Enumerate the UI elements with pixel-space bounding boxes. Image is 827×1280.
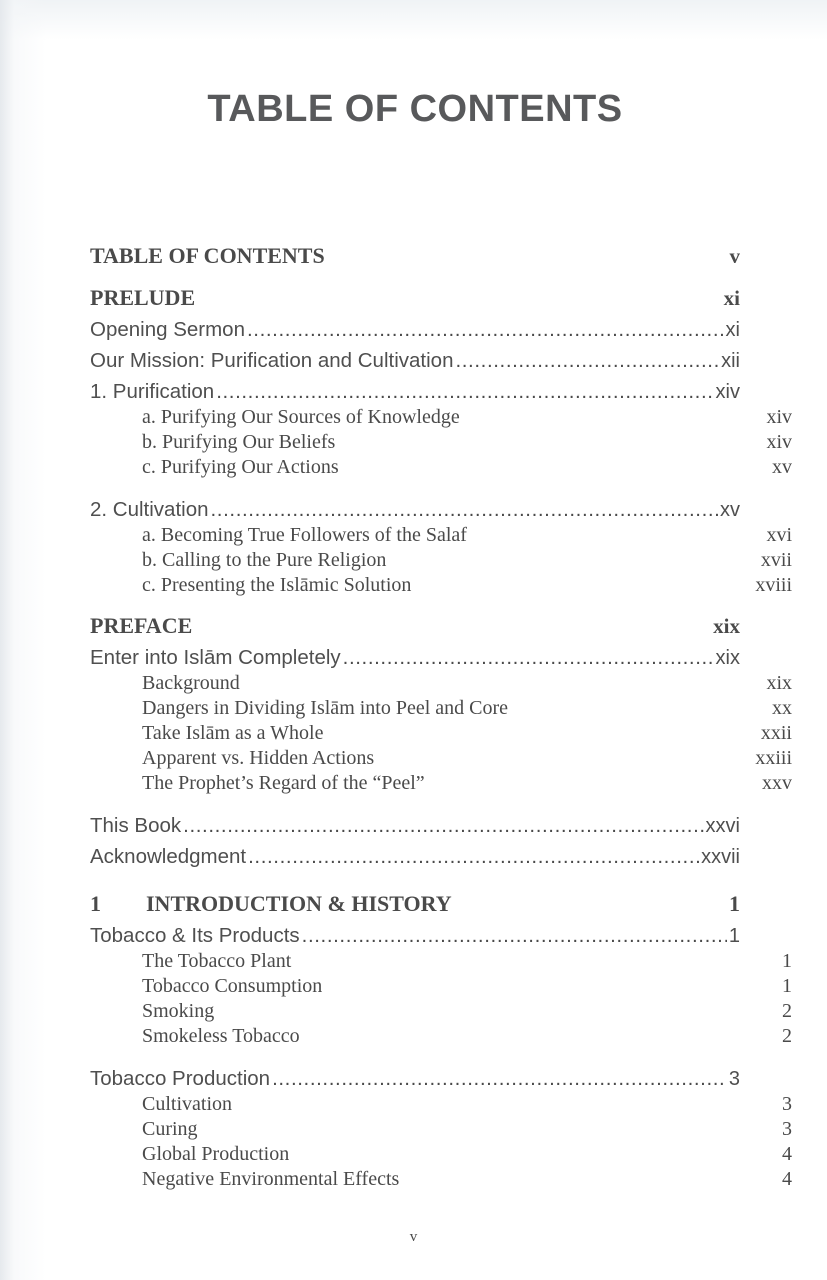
toc-entry-leader-dots xyxy=(272,1067,727,1091)
toc-entry-chapter-number: 1 xyxy=(90,891,101,916)
toc-entry-label: c. Purifying Our Actions xyxy=(142,456,339,478)
toc-entry-page-number: xxii xyxy=(760,722,792,744)
toc-entry[interactable] xyxy=(90,975,792,998)
toc-entry-page-number: xix xyxy=(715,647,740,669)
toc-entry-label: INTRODUCTION & HISTORY xyxy=(146,891,452,916)
page-title: TABLE OF CONTENTS xyxy=(207,88,623,130)
toc-entry-label: 1. Purification xyxy=(90,380,215,403)
toc-entry-leader-dots xyxy=(183,814,703,838)
toc-entry[interactable] xyxy=(90,380,740,404)
toc-entry-page-number: 1 xyxy=(782,975,792,997)
toc-entry-page-number: xix xyxy=(713,614,740,638)
toc-entry[interactable] xyxy=(90,1067,740,1091)
toc-entry-page-number: xi xyxy=(725,319,740,341)
toc-entry[interactable] xyxy=(90,1093,792,1116)
toc-entry[interactable] xyxy=(90,574,792,597)
section-spacer xyxy=(90,479,740,491)
toc-entry-page-number: xiv xyxy=(766,406,792,428)
toc-entry-page-number: xxv xyxy=(762,772,792,794)
toc-entry-label: Background xyxy=(142,672,240,694)
toc-entry-label: c. Presenting the Islāmic Solution xyxy=(142,574,412,596)
toc-entry-label: Take Islām as a Whole xyxy=(142,722,324,744)
toc-entry-leader-dots xyxy=(247,318,724,342)
toc-entry-label: Opening Sermon xyxy=(90,318,245,341)
toc-entry-page-number: xv xyxy=(772,456,792,478)
toc-entry-leader-dots xyxy=(216,380,713,404)
toc-entry-label: Acknowledgment xyxy=(90,845,247,868)
toc-entry-label: PREFACE xyxy=(90,613,193,638)
toc-entry-label: PRELUDE xyxy=(90,285,196,310)
toc-entry-page-number: xiv xyxy=(766,431,792,453)
toc-entry-page-number: 2 xyxy=(782,1000,792,1022)
toc-entry-label: TABLE OF CONTENTS xyxy=(90,243,325,268)
toc-entry[interactable] xyxy=(90,747,792,770)
toc-entry-label: The Tobacco Plant xyxy=(142,950,292,972)
toc-entry-page-number: xi xyxy=(723,286,740,310)
toc-entry-label: Apparent vs. Hidden Actions xyxy=(142,747,375,769)
toc-entry[interactable] xyxy=(90,845,740,869)
toc-entry-label: The Prophet’s Regard of the “Peel” xyxy=(142,772,425,794)
toc-entry[interactable] xyxy=(90,772,792,795)
toc-entry-page-number: xii xyxy=(721,350,740,372)
toc-entry[interactable] xyxy=(90,524,792,547)
toc-entry-page-number: 1 xyxy=(782,950,792,972)
toc-entry-label: Curing xyxy=(142,1118,198,1140)
toc-entry[interactable] xyxy=(90,1168,792,1191)
toc-entry-page-number: 4 xyxy=(782,1168,792,1190)
toc-entry-label: b. Calling to the Pure Religion xyxy=(142,549,387,571)
toc-entry-label: Our Mission: Purification and Cultivation xyxy=(90,349,454,372)
toc-entry[interactable] xyxy=(90,924,740,948)
toc-entry-leader-dots xyxy=(455,349,719,373)
toc-entry-page-number: xx xyxy=(772,697,792,719)
toc-entry-page-number: 1 xyxy=(729,891,740,916)
page-folio-number: v xyxy=(409,1229,418,1245)
toc-entry-label: Dangers in Dividing Islām into Peel and Core xyxy=(142,697,509,719)
toc-entry[interactable] xyxy=(90,549,792,572)
toc-entry-label: Cultivation xyxy=(142,1093,232,1115)
toc-entry-label: Enter into Islām Completely xyxy=(90,646,341,669)
toc-entry-page-number: 3 xyxy=(728,1068,740,1090)
section-spacer xyxy=(90,1048,740,1060)
toc-entry-label: Tobacco Production xyxy=(90,1067,271,1090)
page-content xyxy=(90,0,792,1280)
toc-entry-label: This Book xyxy=(90,814,182,837)
toc-entry-page-number: 3 xyxy=(782,1118,792,1140)
toc-entry-page-number: xviii xyxy=(755,574,792,596)
toc-entry[interactable] xyxy=(90,406,792,429)
toc-entry-label: Global Production xyxy=(142,1143,290,1165)
toc-entry-page-number: xxvi xyxy=(705,815,740,837)
toc-entry[interactable] xyxy=(90,1000,792,1023)
toc-entry-page-number: 4 xyxy=(782,1143,792,1165)
toc-entry[interactable] xyxy=(90,814,740,838)
toc-entry[interactable] xyxy=(90,285,740,311)
toc-entry-page-number: 2 xyxy=(782,1025,792,1047)
toc-entry-page-number: xxvii xyxy=(701,846,740,868)
toc-entry[interactable] xyxy=(90,431,792,454)
toc-entry-leader-dots xyxy=(343,646,714,670)
toc-entry[interactable] xyxy=(90,1025,792,1048)
toc-entry-label: Tobacco Consumption xyxy=(142,975,323,997)
toc-entry[interactable] xyxy=(90,722,792,745)
toc-entry-page-number: xxiii xyxy=(755,747,792,769)
toc-entry[interactable] xyxy=(90,613,740,639)
toc-entry-label: a. Becoming True Followers of the Salaf xyxy=(142,524,467,546)
toc-entry-label: 2. Cultivation xyxy=(90,498,209,521)
toc-entry[interactable] xyxy=(90,672,792,695)
toc-entry[interactable] xyxy=(90,1118,792,1141)
toc-entry-page-number: xiv xyxy=(715,381,740,403)
section-spacer xyxy=(90,795,740,807)
toc-entry-page-number: xix xyxy=(766,672,792,694)
toc-entry-page-number: xv xyxy=(720,499,740,521)
toc-entry[interactable] xyxy=(90,1143,792,1166)
toc-entry-label: Tobacco & Its Products xyxy=(90,924,300,947)
toc-entry-leader-dots xyxy=(248,845,699,869)
toc-entry[interactable] xyxy=(90,243,740,269)
toc-entry-label: Smoking xyxy=(142,1000,215,1022)
toc-entry-page-number: v xyxy=(729,244,740,268)
toc-entry-label: a. Purifying Our Sources of Knowledge xyxy=(142,406,460,428)
toc-entry[interactable] xyxy=(90,891,740,917)
toc-entry[interactable] xyxy=(90,950,792,973)
toc-entry-page-number: 3 xyxy=(782,1093,792,1115)
toc-entry-label: b. Purifying Our Beliefs xyxy=(142,431,336,453)
toc-entry-page-number: xvi xyxy=(766,524,792,546)
toc-entry[interactable] xyxy=(90,646,740,670)
toc-entry-label: Smokeless Tobacco xyxy=(142,1025,300,1047)
toc-entry-leader-dots xyxy=(302,924,727,948)
toc-entry[interactable] xyxy=(90,318,740,342)
toc-entry[interactable] xyxy=(90,498,740,522)
toc-entry-page-number: xvii xyxy=(760,549,792,571)
toc-entry-leader-dots xyxy=(211,498,718,522)
toc-entry[interactable] xyxy=(90,349,740,373)
toc-entry-label: Negative Environmental Effects xyxy=(142,1168,400,1190)
toc-entry[interactable] xyxy=(90,697,792,720)
table-of-contents-list xyxy=(90,243,792,1191)
toc-entry-page-number: 1 xyxy=(728,925,740,947)
toc-entry[interactable] xyxy=(90,456,792,479)
